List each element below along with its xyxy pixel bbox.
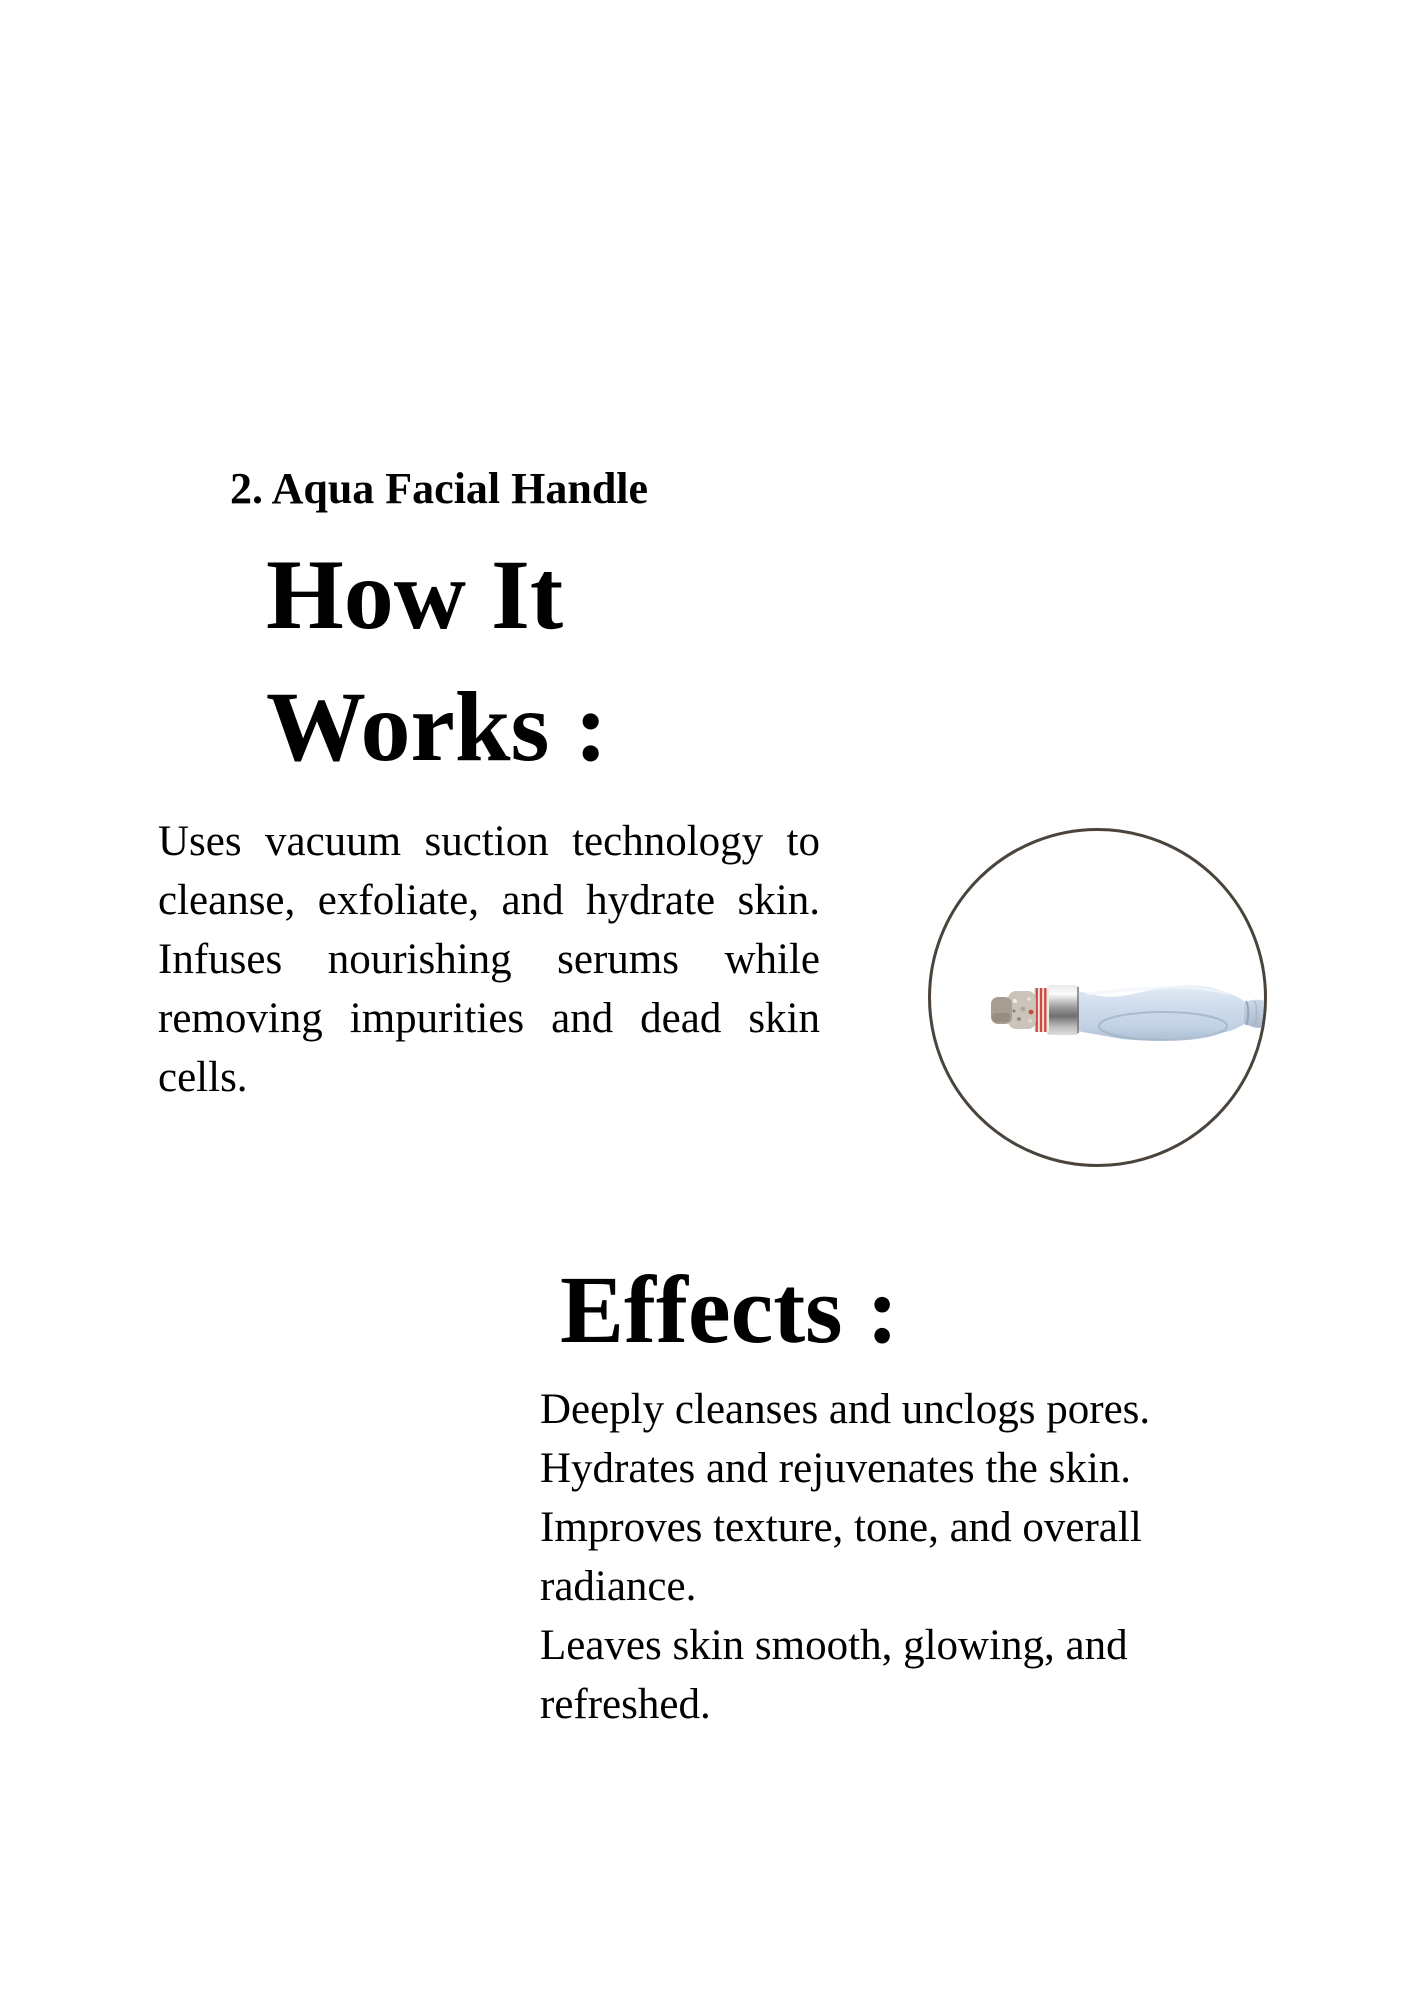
device-red-ring xyxy=(1040,988,1042,1032)
how-it-works-paragraph xyxy=(158,812,820,1107)
how-it-works-heading-line2: Works : xyxy=(266,671,608,782)
paragraph-line: Uses vacuum suction technology to xyxy=(158,818,820,865)
crystal-speckle xyxy=(1013,1010,1016,1013)
section-title: 2. Aqua Facial Handle xyxy=(230,464,649,513)
effects-list xyxy=(540,1380,1150,1734)
device-photo-circle xyxy=(928,828,1267,1167)
crystal-speckle xyxy=(1028,1019,1032,1023)
effects-line: Improves texture, tone, and overall xyxy=(540,1504,1142,1551)
paragraph-line: Infuses nourishing serums while xyxy=(158,936,820,983)
effects-line: Leaves skin smooth, glowing, and xyxy=(540,1622,1128,1669)
effects-line: radiance. xyxy=(540,1563,697,1610)
aqua-facial-handle-photo xyxy=(931,831,1264,1164)
crystal-speckle xyxy=(1017,1017,1021,1021)
how-it-works-heading-line1: How It xyxy=(266,539,564,650)
paragraph-line: removing impurities and dead skin xyxy=(158,995,820,1042)
paragraph-line: cleanse, exfoliate, and hydrate skin. xyxy=(158,877,820,924)
effects-line: Hydrates and rejuvenates the skin. xyxy=(540,1445,1132,1492)
crystal-red-dot xyxy=(1029,1010,1034,1015)
device-tip-stub-shadow xyxy=(992,1013,1010,1022)
paragraph-line: cells. xyxy=(158,1054,248,1101)
effects-heading: Effects : xyxy=(560,1256,899,1363)
crystal-speckle xyxy=(1027,997,1031,1001)
device-red-ring xyxy=(1044,988,1046,1032)
effects-line: refreshed. xyxy=(540,1681,711,1728)
crystal-speckle xyxy=(1013,999,1017,1003)
device-chrome-collar xyxy=(1047,985,1079,1035)
crystal-speckle xyxy=(1021,1007,1026,1012)
how-it-works-heading xyxy=(266,529,608,793)
effects-line: Deeply cleanses and unclogs pores. xyxy=(540,1386,1151,1433)
